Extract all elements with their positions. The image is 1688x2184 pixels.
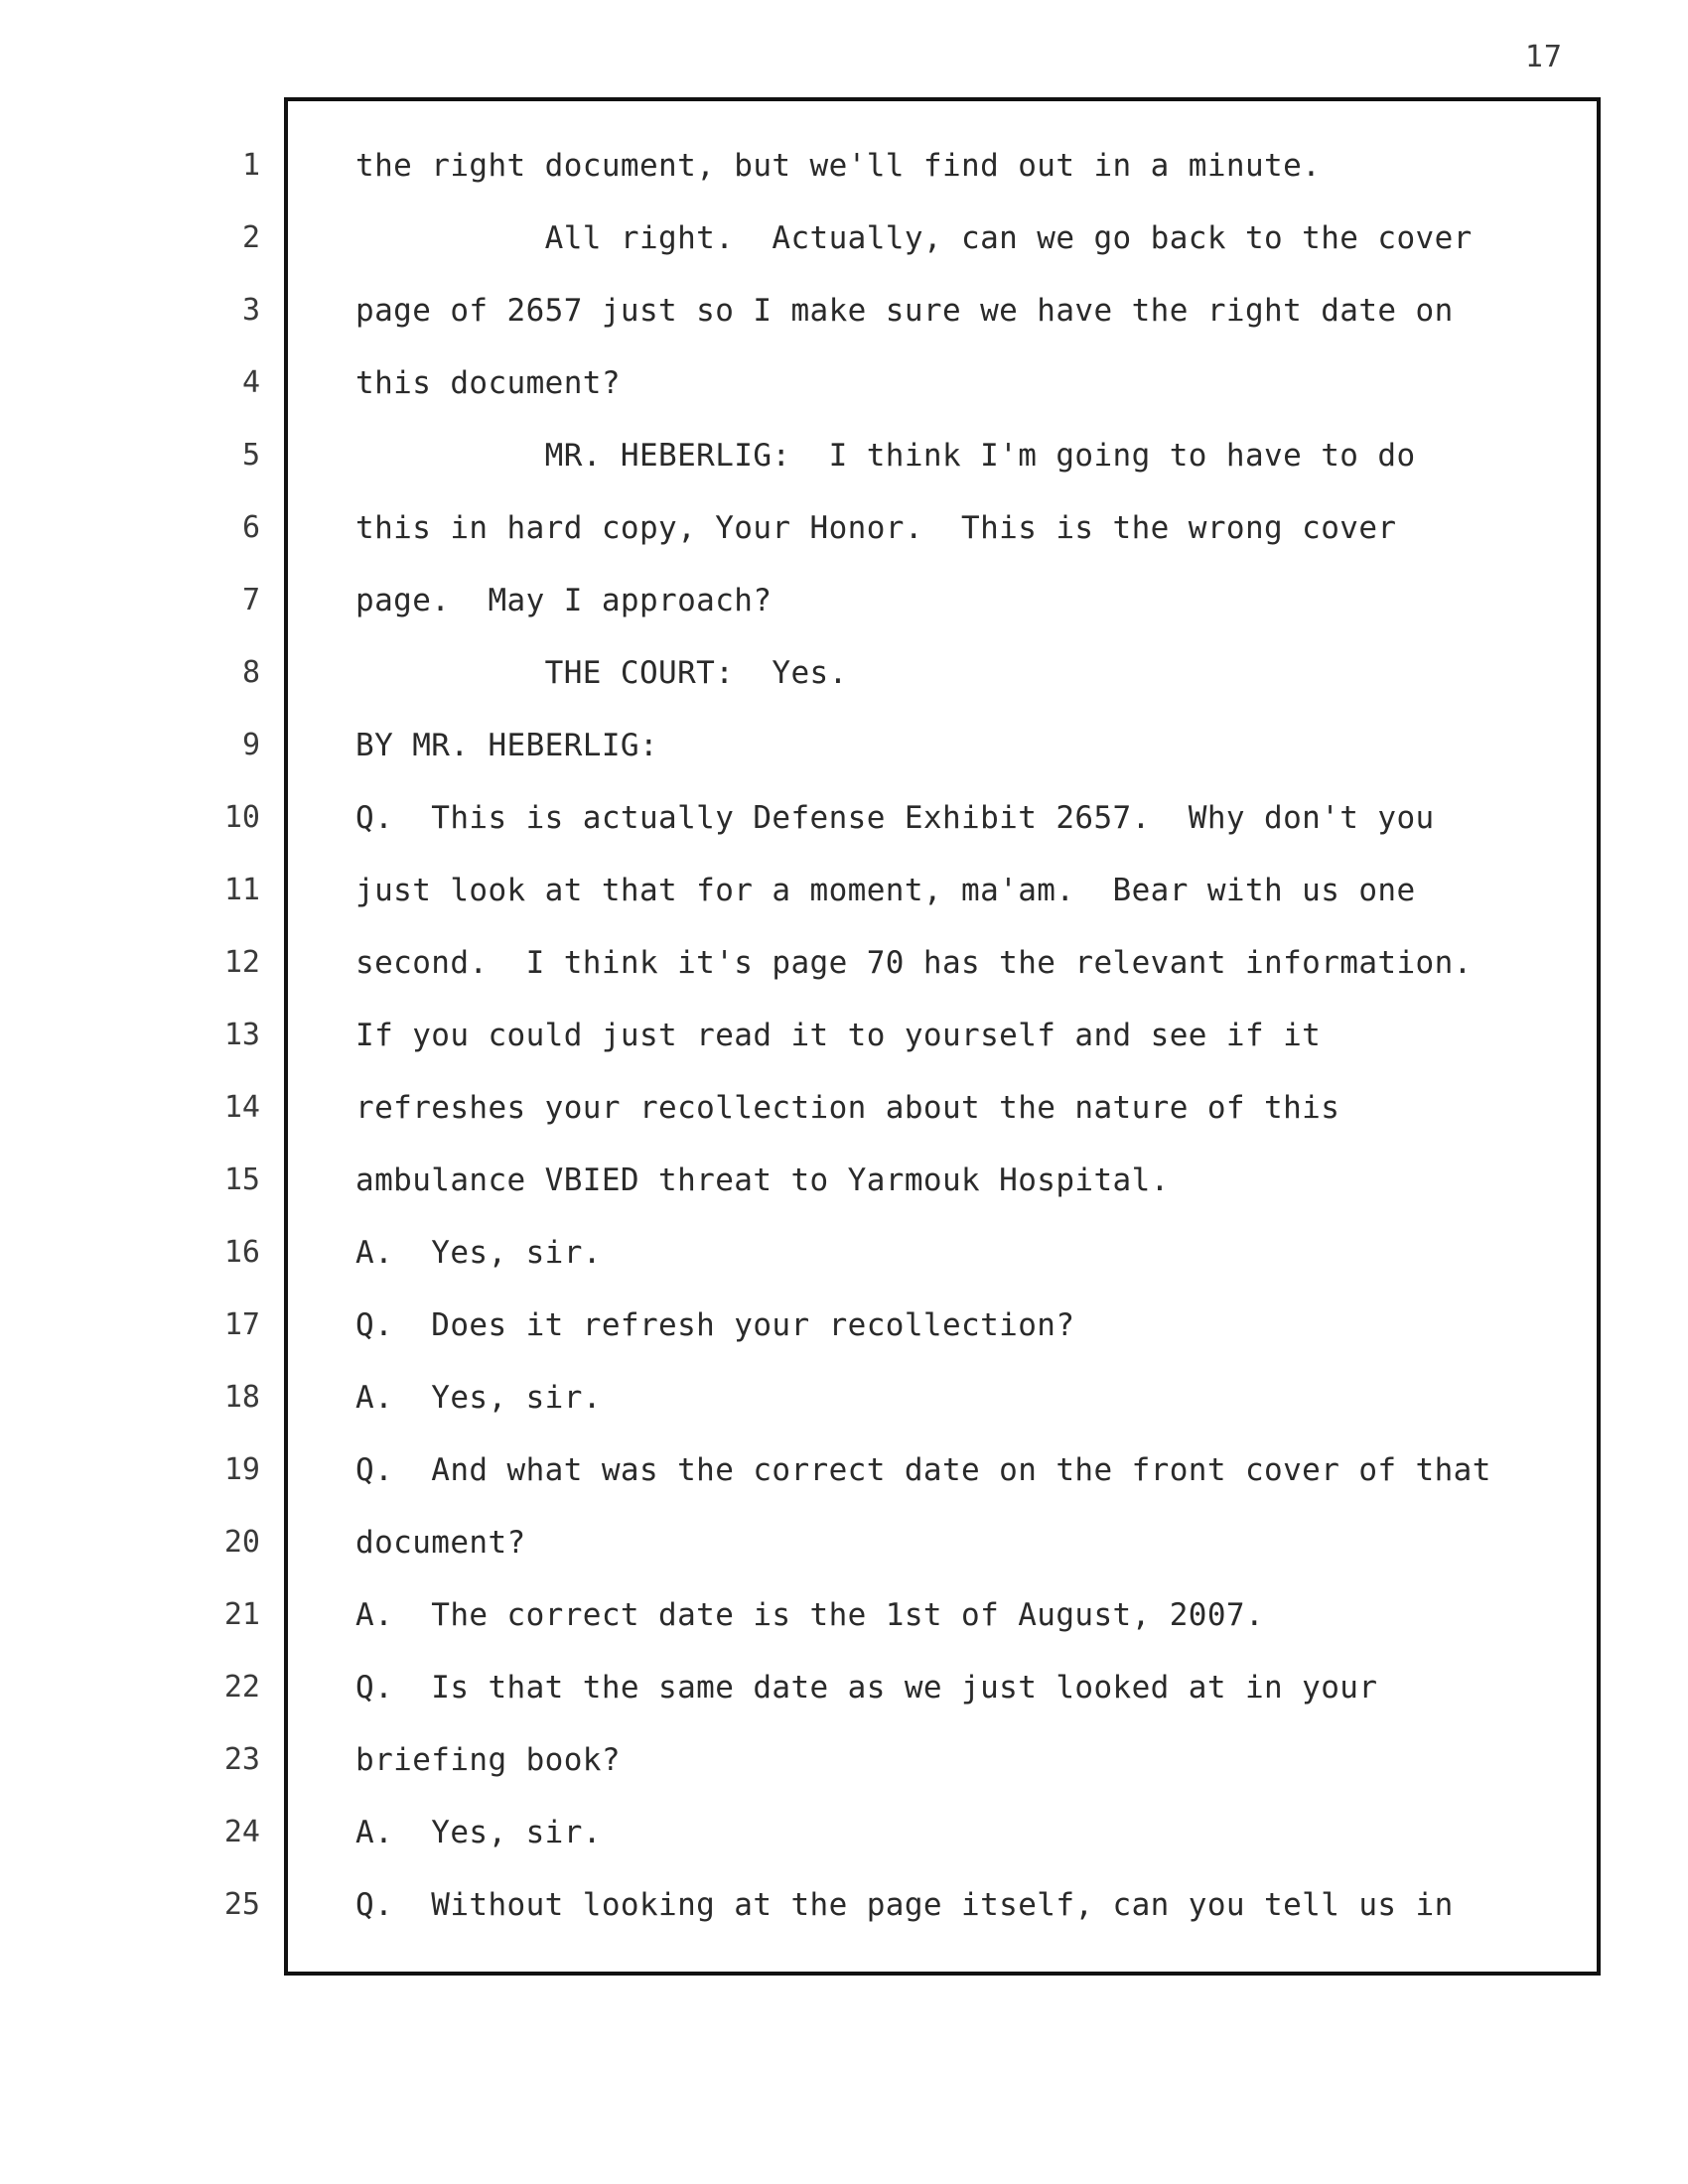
line-number: 25 xyxy=(223,1887,260,1922)
line-number-column xyxy=(189,143,260,1955)
transcript-line: Q. Without looking at the page itself, can you tell us in xyxy=(355,1887,1454,1923)
transcript-line: document? xyxy=(355,1525,526,1561)
line-number: 16 xyxy=(223,1235,260,1270)
line-number: 24 xyxy=(223,1815,260,1849)
transcript-line: A. Yes, sir. xyxy=(355,1235,602,1271)
transcript-line: If you could just read it to yourself and see if it xyxy=(355,1018,1322,1053)
transcript-line: Q. Does it refresh your recollection? xyxy=(355,1307,1075,1343)
transcript-line: page of 2657 just so I make sure we have the right date on xyxy=(355,293,1454,329)
transcript-line: this document? xyxy=(355,365,621,401)
transcript-line: ambulance VBIED threat to Yarmouk Hospital. xyxy=(355,1162,1170,1198)
line-number: 20 xyxy=(223,1525,260,1560)
line-number: 11 xyxy=(223,873,260,907)
transcript-line: A. Yes, sir. xyxy=(355,1380,602,1416)
transcript-line: second. I think it's page 70 has the relevant information. xyxy=(355,945,1473,981)
line-number: 1 xyxy=(241,148,260,183)
transcript-line: Q. This is actually Defense Exhibit 2657. Why don't you xyxy=(355,800,1435,836)
transcript-line: just look at that for a moment, ma'am. Bear with us one xyxy=(355,873,1416,908)
line-number: 18 xyxy=(223,1380,260,1415)
transcript-line: briefing book? xyxy=(355,1742,621,1778)
line-number: 14 xyxy=(223,1090,260,1125)
line-number: 21 xyxy=(223,1597,260,1632)
transcript-text xyxy=(355,143,1577,1955)
transcript-line: refreshes your recollection about the nature of this xyxy=(355,1090,1340,1126)
transcript-line: Q. Is that the same date as we just looked at in your xyxy=(355,1670,1378,1706)
transcript-line: All right. Actually, can we go back to the cover xyxy=(355,220,1473,256)
line-number: 12 xyxy=(223,945,260,980)
transcript-line: A. Yes, sir. xyxy=(355,1815,602,1850)
transcript-line: the right document, but we'll find out in a minute. xyxy=(355,148,1322,184)
line-number: 10 xyxy=(223,800,260,835)
line-number: 4 xyxy=(241,365,260,400)
line-number: 17 xyxy=(223,1307,260,1342)
line-number: 6 xyxy=(241,510,260,545)
line-number: 19 xyxy=(223,1452,260,1487)
line-number: 8 xyxy=(241,655,260,690)
line-number: 3 xyxy=(241,293,260,328)
line-number: 5 xyxy=(241,438,260,473)
transcript-line: BY MR. HEBERLIG: xyxy=(355,728,659,763)
line-number: 22 xyxy=(223,1670,260,1705)
line-number: 2 xyxy=(241,220,260,255)
transcript-line: MR. HEBERLIG: I think I'm going to have to do xyxy=(355,438,1416,474)
line-number: 7 xyxy=(241,583,260,617)
transcript-line: THE COURT: Yes. xyxy=(355,655,848,691)
transcript-line: this in hard copy, Your Honor. This is the wrong cover xyxy=(355,510,1397,546)
transcript-line: A. The correct date is the 1st of August, 2007. xyxy=(355,1597,1265,1633)
line-number: 23 xyxy=(223,1742,260,1777)
transcript-line: page. May I approach? xyxy=(355,583,773,618)
page-number: 17 xyxy=(1524,40,1563,74)
line-number: 15 xyxy=(223,1162,260,1197)
line-number: 13 xyxy=(223,1018,260,1052)
transcript-line: Q. And what was the correct date on the front cover of that xyxy=(355,1452,1491,1488)
line-number: 9 xyxy=(241,728,260,762)
